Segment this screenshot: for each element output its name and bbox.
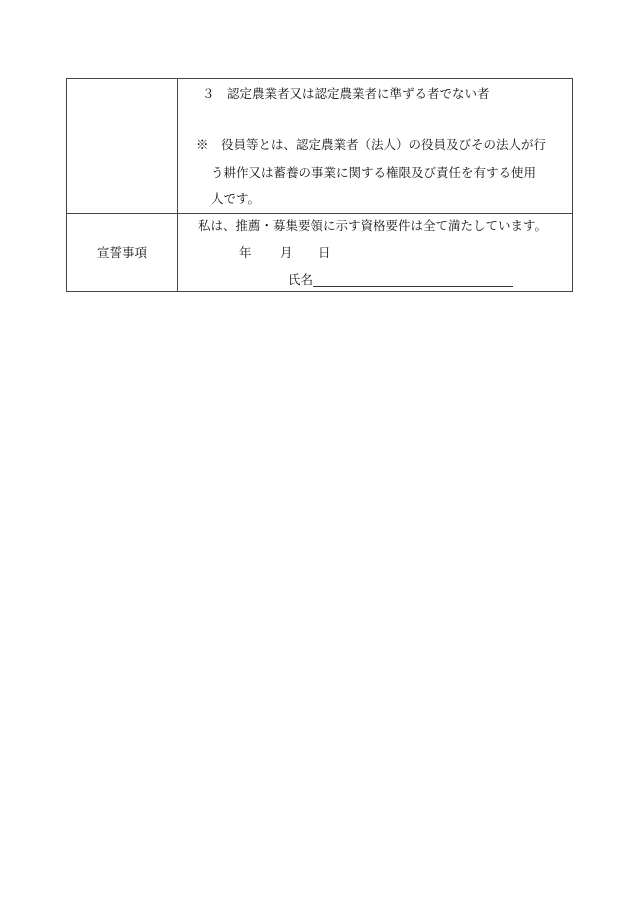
row-divider [67, 213, 572, 214]
signature-line[interactable] [313, 286, 513, 287]
date-year-label: 年 [239, 245, 252, 260]
note-line-2: う耕作又は蓄養の事業に関する権限及び責任を有する使用 [211, 165, 537, 180]
note-line-1: ※ 役員等とは、認定農業者（法人）の役員及びその法人が行 [196, 137, 547, 152]
requirement-item-3: ３ 認定農業者又は認定農業者に準ずる者でない者 [202, 86, 490, 101]
column-divider [177, 79, 178, 291]
date-month-label: 月 [280, 245, 293, 260]
oath-statement: 私は、推薦・募集要領に示す資格要件は全て満たしています。 [198, 218, 548, 233]
name-label: 氏名 [288, 272, 314, 287]
date-day-label: 日 [318, 245, 331, 260]
oath-label: 宣誓事項 [97, 245, 148, 260]
qualification-table [66, 78, 573, 292]
note-line-3: 人です。 [211, 191, 261, 206]
